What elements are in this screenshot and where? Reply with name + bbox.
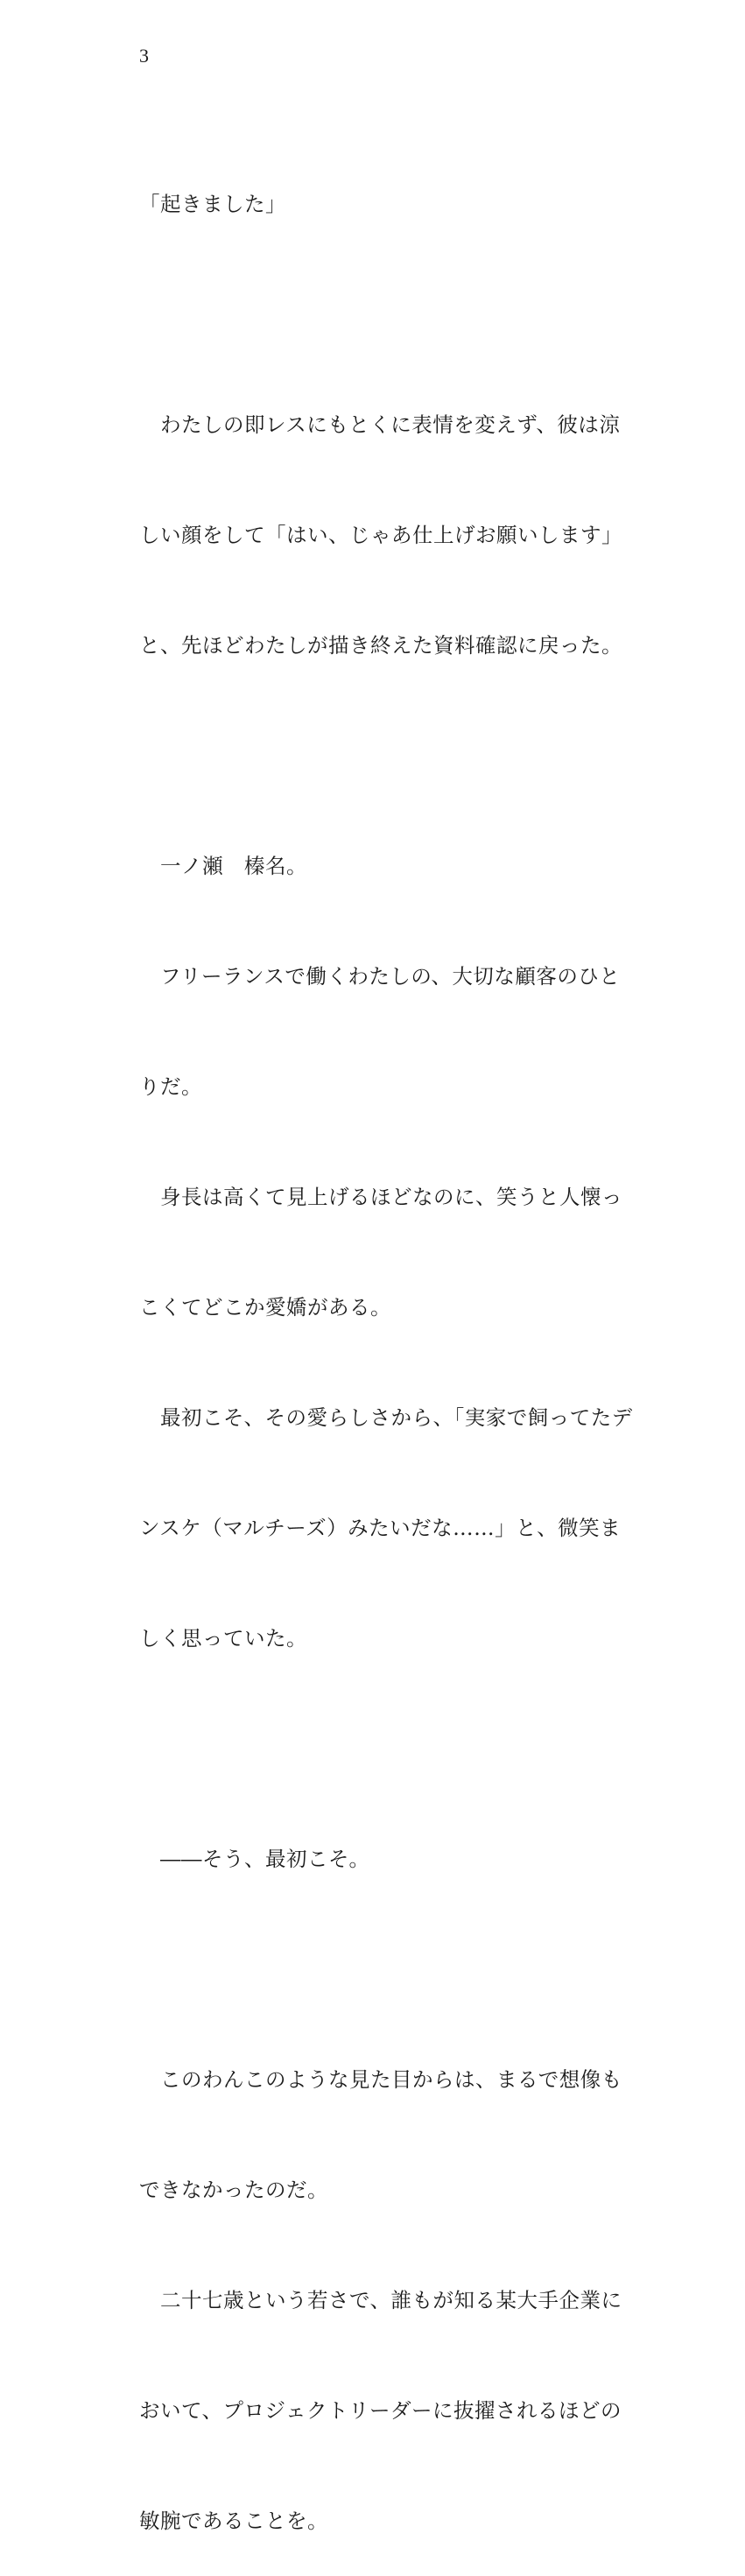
text-line: 敏腕であることを。 xyxy=(139,2509,328,2533)
body-text xyxy=(139,112,647,2576)
text-line: 身長は高くて見上げるほどなのに、笑うと人懐っ xyxy=(139,1185,622,1209)
text-line: しく思っていた。 xyxy=(139,1626,307,1650)
page-number: 3 xyxy=(139,45,149,67)
text-line: このわんこのような見た目からは、まるで想像も xyxy=(139,2067,622,2092)
text-line: 最初こそ、その愛らしさから、「実家で飼ってたデ xyxy=(139,1405,633,1430)
text-line: しい顔をして「はい、じゃあ仕上げお願いします」 xyxy=(139,523,622,547)
text-line: おいて、プロジェクトリーダーに抜擢されるほどの xyxy=(139,2398,622,2423)
text-line xyxy=(139,1951,647,1988)
text-line xyxy=(139,1730,647,1767)
text-line: 二十七歳という若さで、誰もが知る某大手企業に xyxy=(139,2288,622,2312)
text-line: と、先ほどわたしが描き終えた資料確認に戻った。 xyxy=(139,633,622,658)
text-line: ンスケ（マルチーズ）みたいだな……」と、微笑ま xyxy=(139,1516,622,1540)
text-line: ――そう、最初こそ。 xyxy=(139,1847,370,1871)
text-line xyxy=(139,296,647,333)
text-line: わたしの即レスにもとくに表情を変えず、彼は涼 xyxy=(139,412,621,437)
text-line: 「起きました」 xyxy=(139,192,286,216)
text-line: こくてどこか愛嬌がある。 xyxy=(139,1295,391,1320)
text-line: 一ノ瀬 榛名。 xyxy=(139,854,307,878)
text-line: フリーランスで働くわたしの、大切な顧客のひと xyxy=(139,964,621,989)
text-line: りだ。 xyxy=(139,1074,202,1099)
text-line xyxy=(139,737,647,774)
text-line: できなかったのだ。 xyxy=(139,2178,328,2202)
